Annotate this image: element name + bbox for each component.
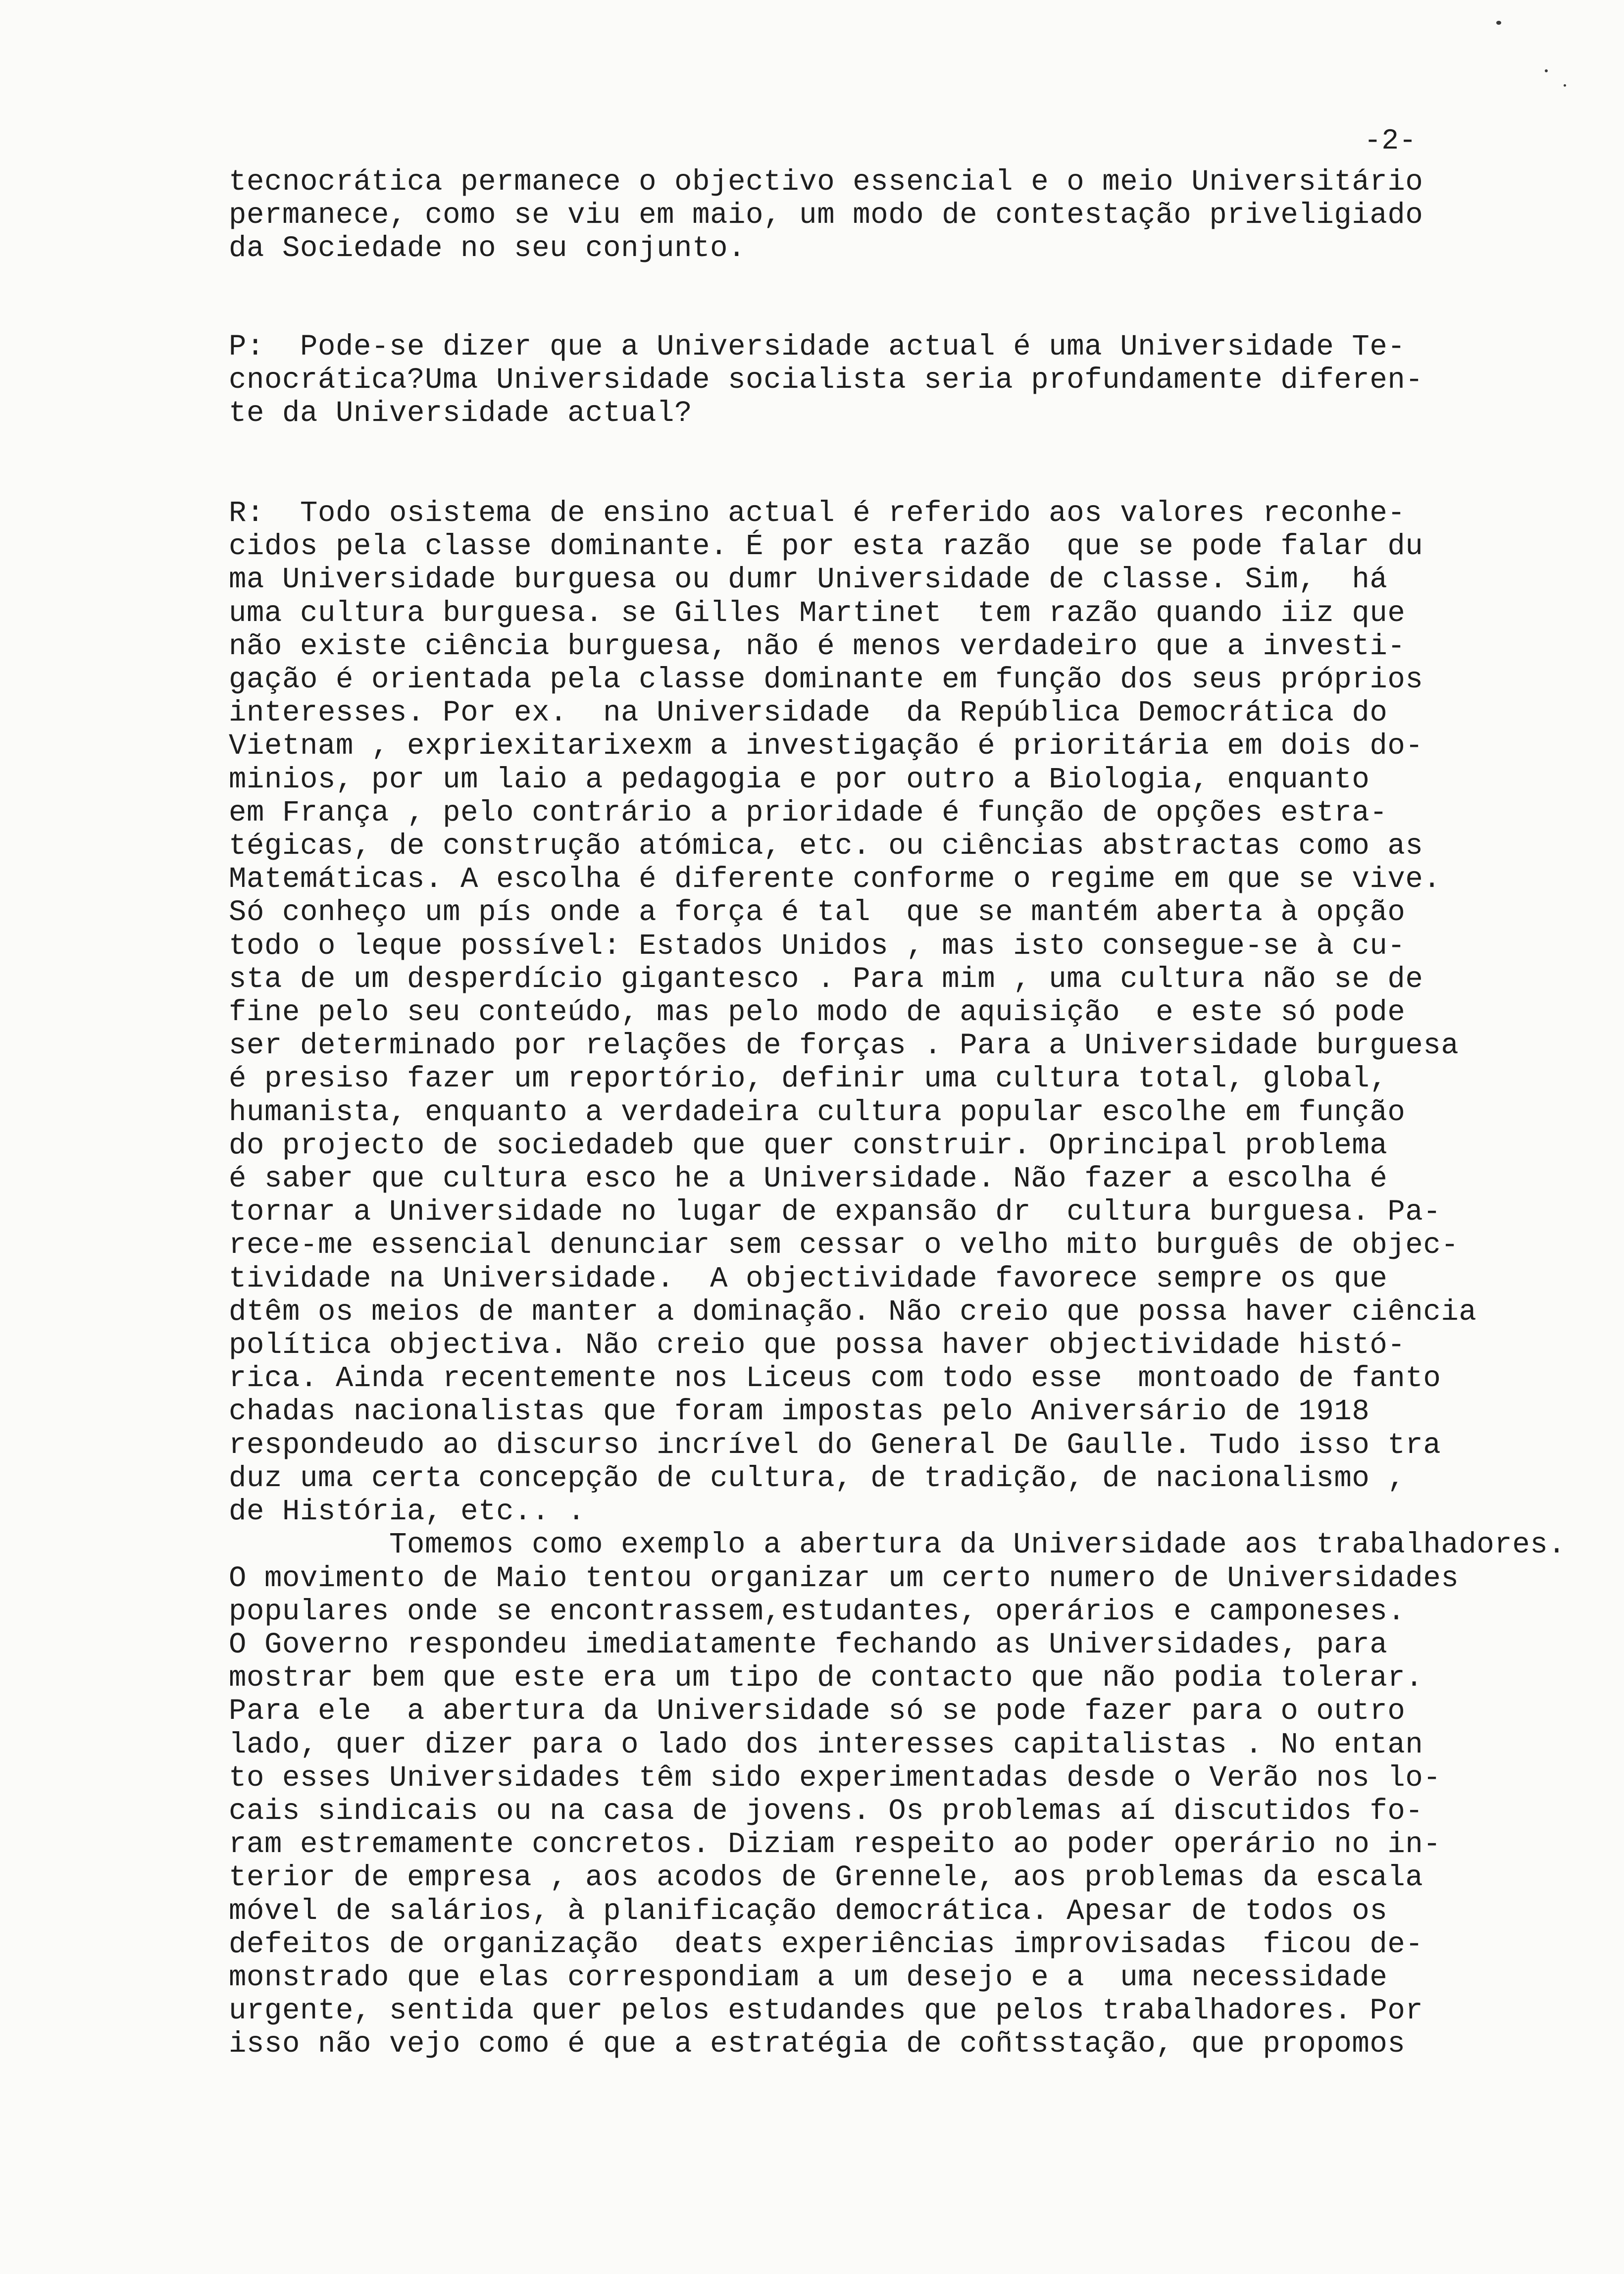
answer-line: monstrado que elas correspondiam a um desejo e a uma necessidade [229,1961,1388,1994]
scan-speck [1496,21,1501,25]
question-line: cnocrática?Uma Universidade socialista seria profundamente diferen- [229,363,1423,397]
answer-line: chadas nacionalistas que foram impostas pelo Aniversário de 1918 [229,1395,1370,1429]
answer-line: lado, quer dizer para o lado dos interesses capitalistas . No entan [229,1728,1423,1761]
answer-line: móvel de salários, à planificação democrática. Apesar de todos os [229,1894,1388,1928]
answer-line: O Governo respondeu imediatamente fechando as Universidades, para [229,1628,1388,1661]
answer-line: rece-me essencial denunciar sem cessar o velho mito burguês de objec- [229,1229,1459,1262]
answer-line: cais sindicais ou na casa de jovens. Os problemas aí discutidos fo- [229,1794,1423,1828]
answer-line: rica. Ainda recentemente nos Liceus com todo esse montoado de fanto [229,1362,1441,1395]
answer-line: ser determinado por relações de forças . Para a Universidade burguesa [229,1029,1459,1063]
question-line: te da Universidade actual? [229,397,693,430]
answer-line: mostrar bem que este era um tipo de contacto que não podia tolerar. [229,1661,1423,1695]
answer-line: sta de um desperdício gigantesco . Para mim , uma cultura não se de [229,962,1423,996]
answer-line: terior de empresa , aos acodos de Grennele, aos problemas da escala [229,1861,1423,1895]
answer-line: em França , pelo contrário a prioridade é função de opções estra- [229,796,1388,829]
answer-line: Vietnam , expriexitarixexm a investigação é prioritária em dois do- [229,729,1423,763]
answer-line: cidos pela classe dominante. É por esta razão que se pode falar du [229,530,1423,564]
answer-line: duz uma certa concepção de cultura, de tradição, de nacionalismo , [229,1461,1406,1495]
question-paragraph [229,330,1575,430]
answer-line: O movimento de Maio tentou organizar um certo numero de Universidades [229,1561,1459,1595]
answer-line: defeitos de organização deats experiências improvisadas ficou de- [229,1927,1423,1961]
answer-line: to esses Universidades têm sido experimentadas desde o Verão nos lo- [229,1761,1441,1795]
answer-line: de História, etc.. . [229,1495,586,1529]
answer-line: é presiso fazer um reportório, definir uma cultura total, global, [229,1062,1388,1096]
answer-line: ram estremamente concretos. Diziam respeito ao poder operário no in- [229,1828,1441,1861]
page-number: -2- [1364,125,1417,157]
answer-line: populares onde se encontrassem,estudantes, operários e camponeses. [229,1595,1406,1628]
scan-speck [1564,84,1566,87]
answer-line: urgente, sentida quer pelos estudandes que pelos trabalhadores. Por [229,1994,1423,2028]
answer-line: dtêm os meios de manter a dominação. Não creio que possa haver ciência [229,1295,1477,1329]
answer-line: todo o leque possível: Estados Unidos , mas isto consegue-se à cu- [229,929,1406,963]
answer-line: Só conheço um pís onde a força é tal que se mantém aberta à opção [229,896,1406,930]
intro-line: tecnocrática permanece o objectivo essencial e o meio Universitário [229,165,1423,199]
answer-line: política objectiva. Não creio que possa haver objectividade histó- [229,1329,1406,1362]
answer-line: isso não vejo como é que a estratégia de coñtsstação, que propomos [229,2027,1406,2061]
answer-line: Tomemos como exemplo a abertura da Universidade aos trabalhadores. [229,1528,1566,1562]
answer-paragraph [229,497,1575,2061]
answer-line: fine pelo seu conteúdo, mas pelo modo de aquisição e este só pode [229,996,1406,1030]
answer-line: Matemáticas. A escolha é diferente conforme o regime em que se vive. [229,863,1441,896]
scan-speck [1545,69,1548,72]
answer-line: é saber que cultura esco he a Universidade. Não fazer a escolha é [229,1162,1388,1196]
answer-line: R: Todo osistema de ensino actual é referido aos valores reconhe- [229,497,1406,530]
answer-line: humanista, enquanto a verdadeira cultura popular escolhe em função [229,1095,1406,1129]
answer-line: do projecto de sociedadeb que quer construir. Oprincipal problema [229,1129,1388,1162]
answer-line: respondeudo ao discurso incrível do General De Gaulle. Tudo isso tra [229,1428,1441,1462]
intro-line: permanece, como se viu em maio, um modo de contestação priveligiado [229,199,1423,232]
answer-line: gação é orientada pela classe dominante em função dos seus próprios [229,663,1423,697]
answer-line: uma cultura burguesa. se Gilles Martinet tem razão quando iiz que [229,596,1406,630]
answer-line: tividade na Universidade. A objectividade favorece sempre os que [229,1262,1388,1295]
answer-line: não existe ciência burguesa, não é menos verdadeiro que a investi- [229,629,1406,663]
answer-line: tornar a Universidade no lugar de expansão dr cultura burguesa. Pa- [229,1195,1441,1229]
answer-line: minios, por um laio a pedagogia e por outro a Biologia, enquanto [229,763,1370,796]
question-line: P: Pode-se dizer que a Universidade actual é uma Universidade Te- [229,330,1406,363]
intro-line: da Sociedade no seu conjunto. [229,232,746,265]
intro-paragraph [229,165,1575,265]
answer-line: interesses. Por ex. na Universidade da República Democrática do [229,696,1388,730]
answer-line: Para ele a abertura da Universidade só se pode fazer para o outro [229,1695,1406,1728]
answer-line: ma Universidade burguesa ou dumr Universidade de classe. Sim, há [229,563,1388,597]
answer-line: tégicas, de construção atómica, etc. ou ciências abstractas como as [229,829,1423,863]
